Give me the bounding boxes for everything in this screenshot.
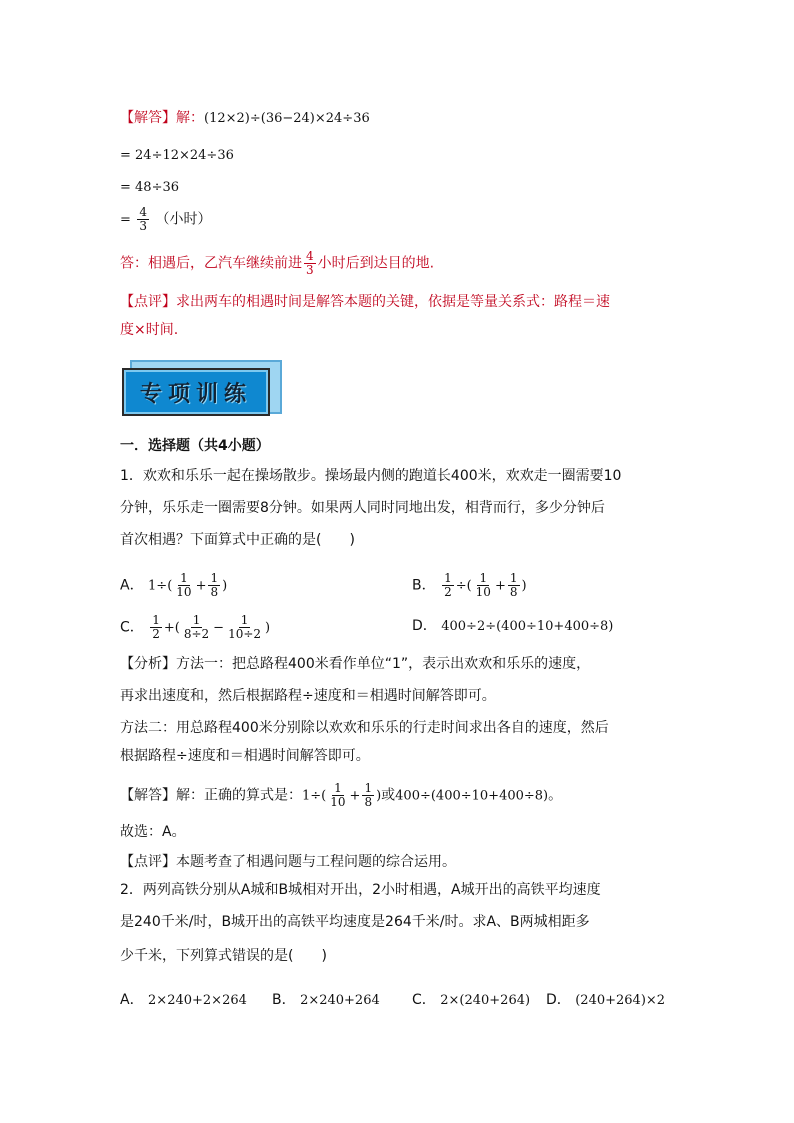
q2-line-3: 少千米，下列算式错误的是( )	[120, 948, 327, 964]
solution-expression: (12×2)÷(36−24)×24÷36	[204, 111, 370, 126]
solution-jie: 解：	[176, 110, 204, 126]
q1-line-1: 1．欢欢和乐乐一起在操场散步。操场最内侧的跑道长400米，欢欢走一圈需要10	[120, 468, 622, 484]
q1-option-c: C． $\frac{1}{2}$ +( $\frac{1}{8\div 2}$ − $\frac{1}{10\div 2}$ )	[120, 613, 271, 641]
q2-option-d: D． (240+264)×2	[546, 992, 666, 1008]
answer-line: 答：相遇后，乙汽车继续前进 $\frac{4}{3}$ 小时后到达目的地.	[120, 249, 435, 277]
q1-option-a: A． 1÷( $\frac{1}{10}$ + $\frac{1}{8}$ )	[120, 571, 228, 599]
solution-label: 【解答】	[120, 787, 176, 804]
section-banner	[122, 360, 278, 416]
solution-label: 【解答】	[120, 110, 176, 126]
comment-label: 【点评】	[120, 854, 176, 870]
solution-step-4	[120, 206, 211, 233]
answer-fraction: $\frac{4}{3}$	[306, 249, 314, 277]
q1-analysis-4: 根据路程÷速度和＝相遇时间解答即可。	[120, 748, 370, 764]
fraction: $\frac{4}{3}$	[139, 205, 147, 233]
comment-label: 【点评】	[120, 294, 176, 310]
section-title: 一．选择题（共4小题）	[120, 438, 270, 454]
unit-text: （小时）	[155, 211, 212, 228]
q2-option-b: B． 2×240+264	[272, 992, 380, 1008]
comment-line-2: 度×时间.	[120, 322, 179, 338]
q1-option-d: D． 400÷2÷(400÷10+400÷8)	[412, 618, 614, 634]
q1-choose: 故选：A。	[120, 824, 186, 840]
solution-line-1	[120, 108, 370, 129]
banner-text: 专项训练	[139, 380, 252, 407]
q2-option-a: A． 2×240+2×264	[120, 992, 247, 1008]
analysis-label: 【分析】	[120, 656, 176, 672]
q1-analysis-3: 方法二：用总路程400米分别除以欢欢和乐乐的行走时间求出各自的速度，然后	[120, 720, 609, 736]
q1-analysis-1: 【分析】方法一：把总路程400米看作单位“1”，表示出欢欢和乐乐的速度，	[120, 656, 591, 672]
q1-solution: 【解答】解：正确的算式是：1÷( $\frac{1}{10}$ + $\frac{1}{8}$ )或400÷(400÷10+400÷8)。	[120, 781, 563, 809]
q1-line-3: 首次相遇？下面算式中正确的是( )	[120, 532, 355, 548]
q1-analysis-2: 再求出速度和，然后根据路程÷速度和＝相遇时间解答即可。	[120, 688, 496, 704]
banner-face	[122, 368, 270, 416]
solution-step-2: = 24÷12×24÷36	[120, 148, 234, 163]
q2-line-2: 是240千米/时，B城开出的高铁平均速度是264千米/时。求A、B两城相距多	[120, 914, 590, 930]
q2-option-c: C． 2×(240+264)	[412, 992, 531, 1008]
equals-sign: =	[120, 212, 131, 228]
q1-option-b: B． $\frac{1}{2}$ ÷( $\frac{1}{10}$ + $\frac{1}{8}$ )	[412, 571, 527, 599]
q1-comment: 【点评】本题考查了相遇问题与工程问题的综合运用。	[120, 854, 456, 870]
comment-line-1: 【点评】求出两车的相遇时间是解答本题的关键，依据是等量关系式：路程＝速	[120, 294, 610, 310]
q1-line-2: 分钟，乐乐走一圈需要8分钟。如果两人同时同地出发，相背而行，多少分钟后	[120, 500, 605, 516]
q2-line-1: 2．两列高铁分别从A城和B城相对开出，2小时相遇，A城开出的高铁平均速度	[120, 882, 601, 898]
solution-step-3: = 48÷36	[120, 180, 180, 195]
